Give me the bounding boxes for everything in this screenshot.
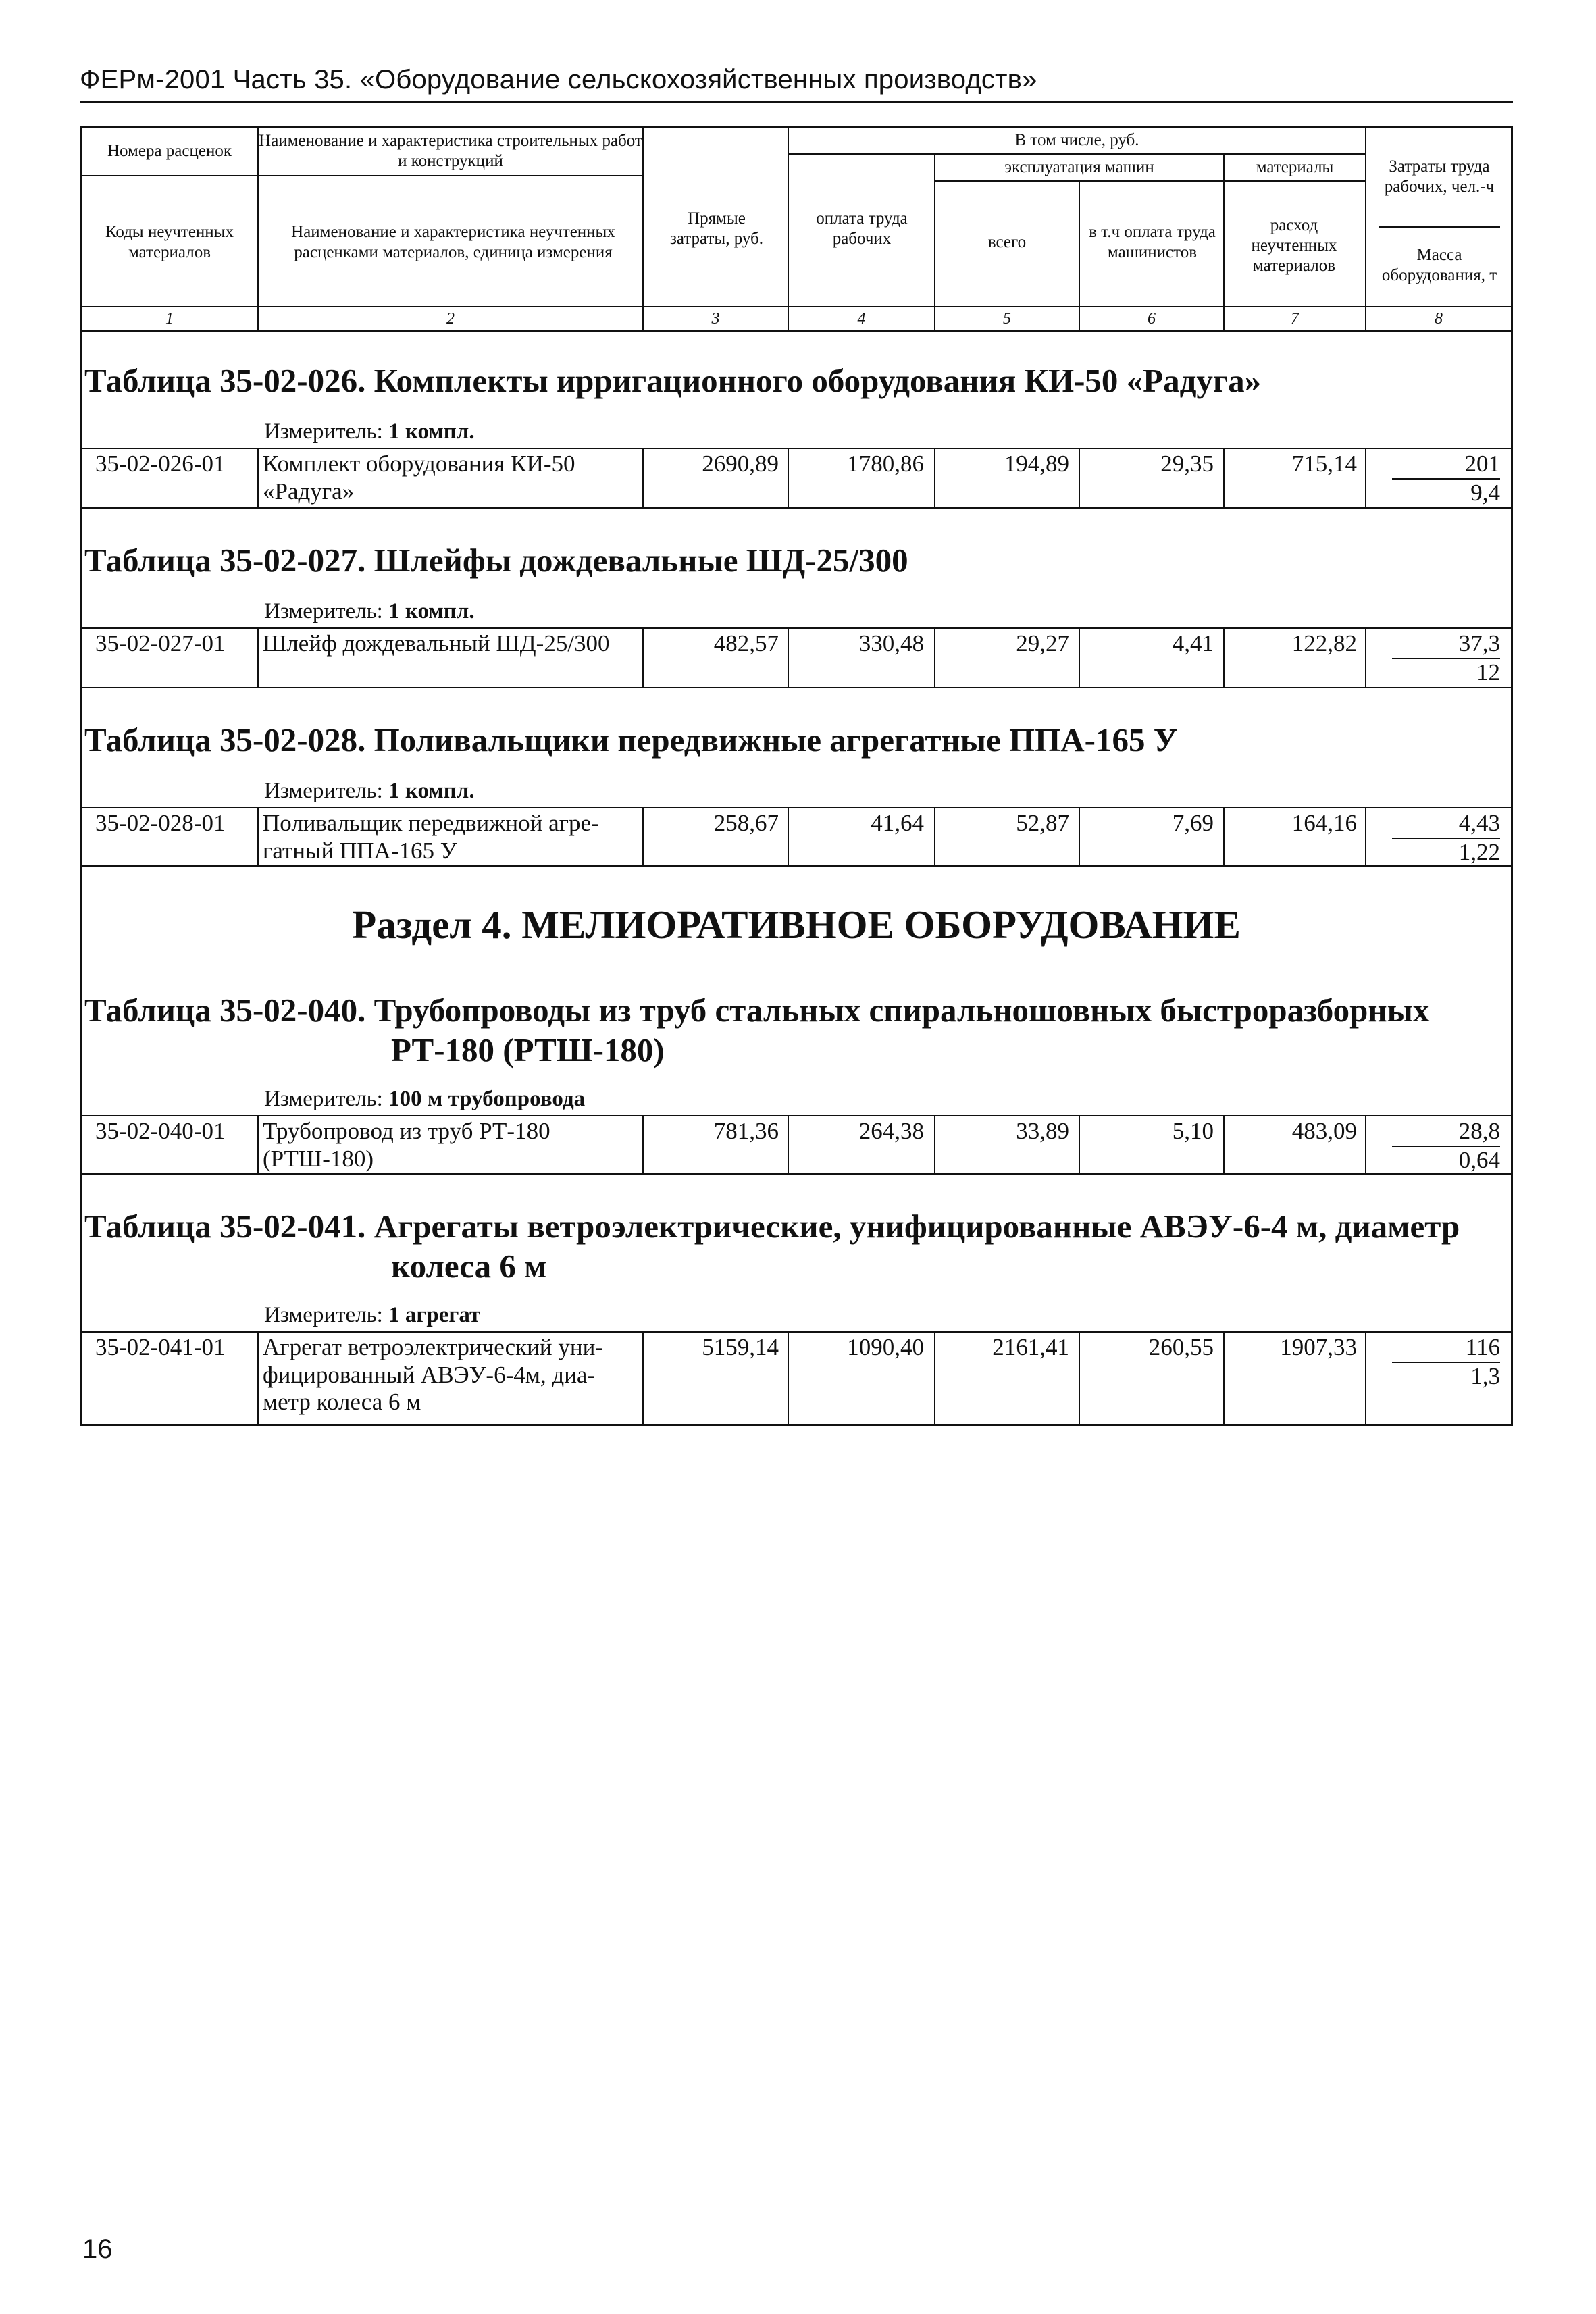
- rate-name-line: «Радуга»: [263, 478, 355, 505]
- header-col4: оплата труда рабочих: [816, 209, 908, 248]
- equipment-mass: 0,64: [1458, 1146, 1500, 1173]
- header-col7: расход неучтенных материалов: [1251, 216, 1337, 275]
- labor-hours: 4,43: [1392, 810, 1500, 839]
- labor-hours: 28,8: [1392, 1118, 1500, 1147]
- materials-cost: 483,09: [1291, 1118, 1357, 1144]
- unit-label: Измеритель:: [264, 779, 383, 803]
- grid-line: [642, 128, 644, 330]
- rate-code: 35-02-028-01: [95, 810, 226, 836]
- rate-name-line: Агрегат ветроэлектрический уни-: [263, 1334, 603, 1360]
- machinists-pay: 5,10: [1172, 1118, 1214, 1144]
- grid-line: [257, 807, 259, 865]
- unit-line: [264, 779, 475, 804]
- grid-line: [82, 865, 1511, 867]
- labor-mass-fraction: [1392, 451, 1500, 507]
- running-head-rule: [80, 101, 1513, 103]
- rate-name: [263, 1334, 603, 1416]
- rate-code: 35-02-040-01: [95, 1118, 226, 1144]
- materials-cost: 1907,33: [1280, 1334, 1357, 1360]
- grid-line: [82, 330, 1511, 332]
- unit-label: Измеритель:: [264, 599, 383, 623]
- grid-line: [82, 1331, 1511, 1333]
- page-number: 16: [82, 2234, 113, 2264]
- labor-pay: 330,48: [858, 630, 924, 657]
- grid-line: [1365, 627, 1366, 687]
- table-title: [84, 991, 1429, 1071]
- header-machines: эксплуатация машин: [1004, 158, 1154, 176]
- machines-total: 52,87: [1016, 810, 1069, 836]
- unit-line: [264, 599, 475, 624]
- grid-line: [82, 687, 1511, 688]
- grid-line: [1365, 128, 1366, 330]
- table-title: [84, 1207, 1460, 1287]
- labor-pay: 264,38: [858, 1118, 924, 1144]
- rate-name: [263, 451, 575, 505]
- rate-name: [263, 810, 599, 865]
- labor-pay: 1090,40: [847, 1334, 924, 1360]
- labor-hours: 37,3: [1392, 630, 1500, 659]
- table-title-line: РТ-180 (РТШ-180): [391, 1031, 665, 1069]
- column-number: 7: [1291, 310, 1299, 328]
- unit-line: [264, 419, 475, 444]
- grid-line: [1365, 448, 1366, 507]
- grid-line: [1365, 1331, 1366, 1424]
- rate-name-line: метр колеса 6 м: [263, 1389, 421, 1416]
- grid-line: [82, 1173, 1511, 1175]
- equipment-mass: 12: [1476, 659, 1500, 686]
- machinists-pay: 29,35: [1160, 451, 1214, 477]
- labor-mass-fraction: [1392, 1118, 1500, 1174]
- rate-name-line: Поливальщик передвижной агре-: [263, 810, 599, 836]
- unit-label: Измеритель:: [264, 419, 383, 444]
- grid-line: [788, 128, 789, 330]
- rate-name: [263, 1118, 550, 1173]
- labor-hours: 201: [1392, 451, 1500, 480]
- labor-pay: 41,64: [871, 810, 924, 836]
- machines-total: 2161,41: [992, 1334, 1069, 1360]
- table-title: Таблица 35-02-026. Комплекты ирригационного оборудования КИ-50 «Радуга»: [84, 362, 1262, 399]
- grid-line: [82, 507, 1511, 509]
- labor-pay: 1780,86: [847, 451, 924, 477]
- header-col5: всего: [987, 233, 1027, 251]
- table-title-line: колеса 6 м: [391, 1247, 547, 1285]
- column-number: 3: [711, 310, 720, 328]
- table-title: Таблица 35-02-027. Шлейфы дождевальные ШД-25/300: [84, 542, 908, 579]
- rate-name-line: гатный ППА-165 У: [263, 837, 457, 864]
- rate-name-line: Шлейф дождевальный ШД-25/300: [263, 630, 610, 657]
- grid-line: [1365, 807, 1366, 865]
- machines-total: 33,89: [1016, 1118, 1069, 1144]
- header-col8-top: Затраты труда рабочих, чел.-ч: [1384, 157, 1495, 196]
- machines-total: 29,27: [1016, 630, 1069, 657]
- rate-code: 35-02-027-01: [95, 630, 226, 657]
- section-title: Раздел 4. МЕЛИОРАТИВНОЕ ОБОРУДОВАНИЕ: [352, 902, 1241, 947]
- grid-line: [82, 175, 642, 176]
- unit-label: Измеритель:: [264, 1087, 383, 1111]
- table-title-line: Таблица 35-02-041. Агрегаты ветроэлектрические, унифицированные АВЭУ-6-4 м, диаметр: [84, 1208, 1460, 1245]
- header-group: В том числе, руб.: [1014, 131, 1139, 149]
- header-col8-bottom: Масса оборудования, т: [1381, 246, 1497, 284]
- rate-name-line: Трубопровод из труб РТ-180: [263, 1118, 550, 1144]
- header-col2-top: Наименование и характеристика строительных работ и конструкций: [259, 132, 642, 170]
- unit-line: [264, 1087, 585, 1112]
- table-title: Таблица 35-02-028. Поливальщики передвижные агрегатные ППА-165 У: [84, 721, 1178, 759]
- column-number: 2: [446, 310, 455, 328]
- machinists-pay: 260,55: [1148, 1334, 1214, 1360]
- header-col2-bottom: Наименование и характеристика неучтенных расценками материалов, единица измерения: [291, 223, 615, 261]
- direct-costs: 482,57: [713, 630, 779, 657]
- grid-line: [82, 448, 1511, 449]
- unit-label: Измеритель:: [264, 1303, 383, 1327]
- unit-line: [264, 1303, 480, 1328]
- header-col3: Прямые затраты, руб.: [669, 209, 764, 248]
- column-number: 8: [1435, 310, 1443, 328]
- labor-mass-fraction: [1392, 630, 1500, 686]
- column-number: 1: [165, 310, 174, 328]
- labor-mass-fraction: [1392, 1334, 1500, 1390]
- header-col1-top: Номера расценок: [107, 142, 232, 160]
- labor-hours: 116: [1392, 1334, 1500, 1363]
- column-number: 4: [857, 310, 866, 328]
- grid-line: [82, 1115, 1511, 1116]
- grid-line: [257, 1115, 259, 1173]
- equipment-mass: 1,3: [1470, 1362, 1500, 1389]
- materials-cost: 122,82: [1291, 630, 1357, 657]
- rate-name-line: (РТШ-180): [263, 1145, 374, 1172]
- unit-value: 1 компл.: [388, 599, 475, 623]
- unit-value: 1 компл.: [388, 419, 475, 444]
- grid-line: [82, 627, 1511, 629]
- grid-line: [257, 627, 259, 687]
- unit-value: 100 м трубопровода: [388, 1087, 586, 1111]
- header-materials: материалы: [1256, 158, 1334, 176]
- machinists-pay: 7,69: [1172, 810, 1214, 836]
- grid-line: [82, 807, 1511, 808]
- machines-total: 194,89: [1004, 451, 1069, 477]
- column-number: 5: [1003, 310, 1011, 328]
- materials-cost: 715,14: [1291, 451, 1357, 477]
- equipment-mass: 9,4: [1470, 479, 1500, 506]
- rate-name: [263, 630, 610, 658]
- rate-name-line: фицированный АВЭУ-6-4м, диа-: [263, 1361, 596, 1388]
- rate-name-line: Комплект оборудования КИ-50: [263, 451, 575, 477]
- column-number: 6: [1148, 310, 1156, 328]
- rate-code: 35-02-026-01: [95, 451, 226, 477]
- machinists-pay: 4,41: [1172, 630, 1214, 657]
- labor-mass-fraction: [1392, 810, 1500, 866]
- grid-line: [257, 448, 259, 507]
- direct-costs: 258,67: [713, 810, 779, 836]
- running-head: ФЕРм-2001 Часть 35. «Оборудование сельскохозяйственных производств»: [80, 65, 1037, 95]
- equipment-mass: 1,22: [1458, 838, 1500, 865]
- grid-line: [257, 1331, 259, 1424]
- rate-code: 35-02-041-01: [95, 1334, 226, 1360]
- table-title-line: Таблица 35-02-040. Трубопроводы из труб стальных спиральношовных быстроразборных: [84, 992, 1430, 1029]
- unit-value: 1 агрегат: [388, 1303, 481, 1327]
- unit-value: 1 компл.: [388, 779, 475, 803]
- direct-costs: 781,36: [713, 1118, 779, 1144]
- header-col6: в т.ч оплата труда машинистов: [1089, 223, 1216, 261]
- direct-costs: 5159,14: [702, 1334, 779, 1360]
- header-col1-bottom: Коды неучтенных материалов: [105, 223, 234, 261]
- materials-cost: 164,16: [1291, 810, 1357, 836]
- direct-costs: 2690,89: [702, 451, 779, 477]
- price-table: [80, 126, 1513, 1426]
- grid-line: [1365, 1115, 1366, 1173]
